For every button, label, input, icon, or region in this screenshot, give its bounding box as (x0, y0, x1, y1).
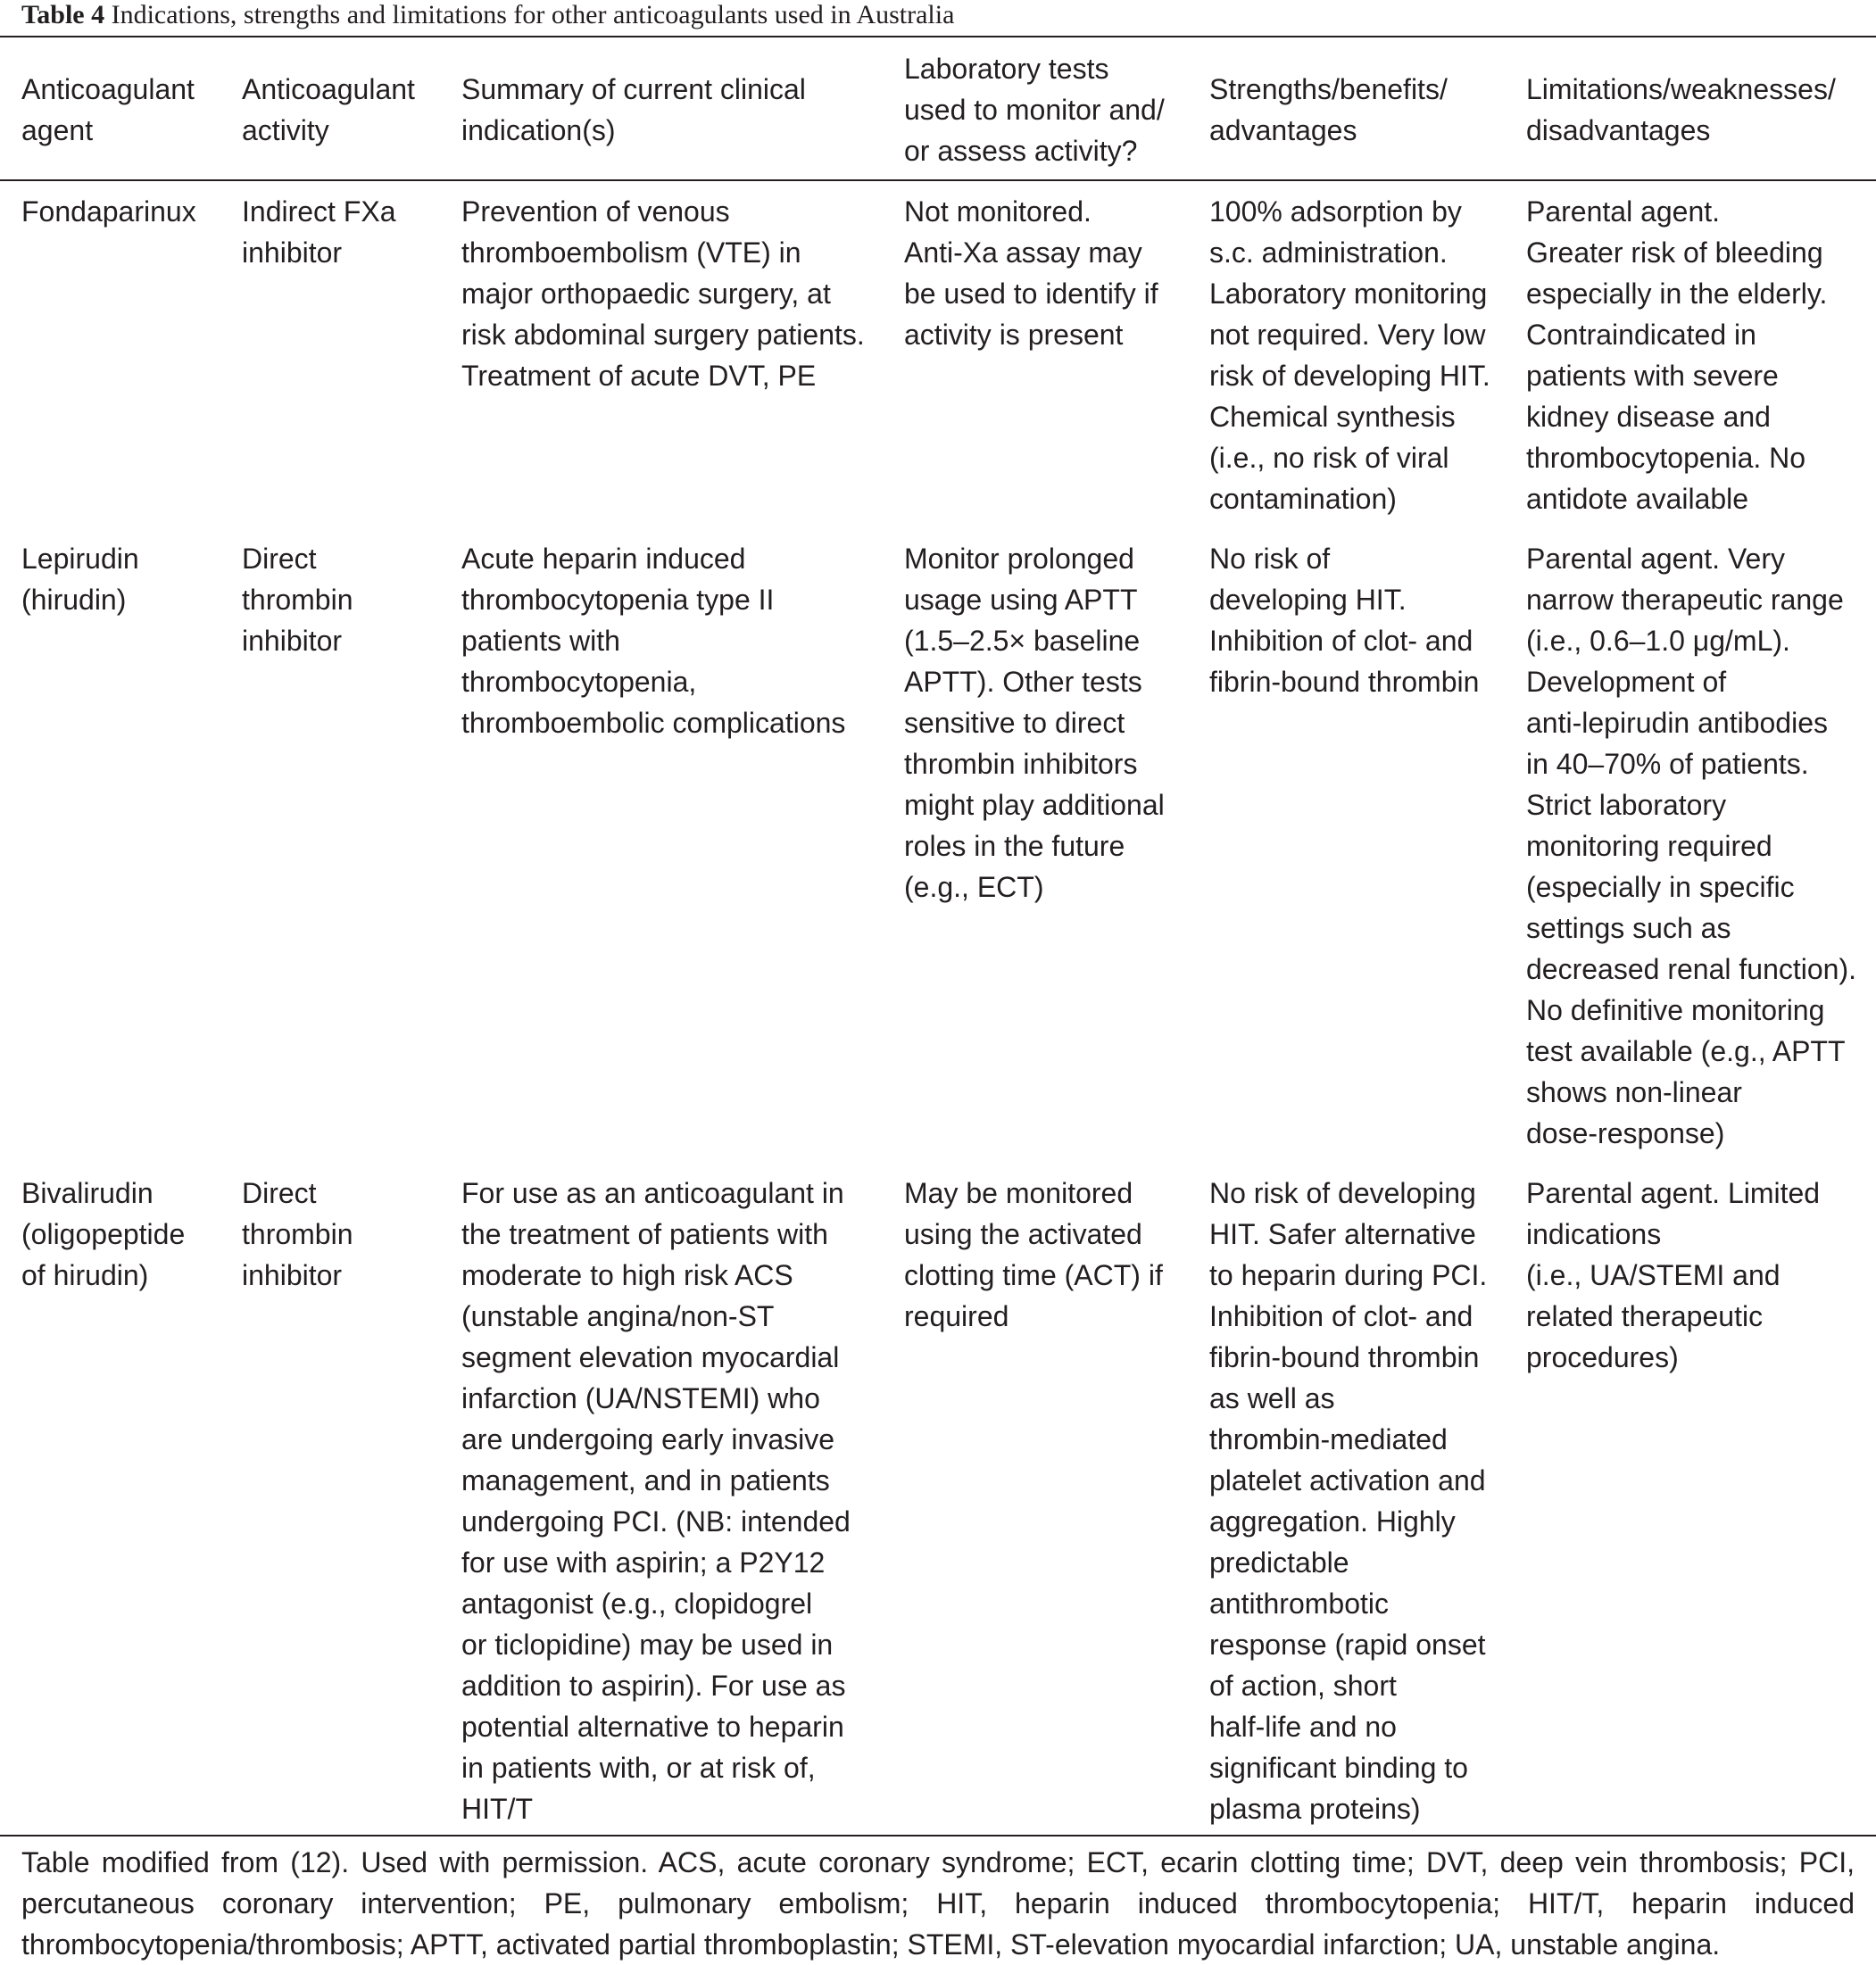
table-title: Indications, strengths and limitations for other anticoagulants used in Australia (111, 0, 955, 29)
header-cell-activity: Anticoagulant activity (242, 73, 415, 146)
table-cell: For use as an anticoagulant in the treatment of patients with moderate to high risk ACS (unstable angina/non-ST segment elevation myocardial infarction (UA/NSTEMI) who are undergoing early invasive management, and in patients undergoing PCI. (NB: intended for use with aspirin; a P2Y12 antagonist (e.g., clopidogrel or ticlopidine) may be used in addition to aspirin). For use as potential alternative to heparin in patients with, or at risk of, HIT/T (461, 1177, 851, 1825)
table-cell: Prevention of venous thromboembolism (VTE) in major orthopaedic surgery, at risk abdominal surgery patients. Treatment of acute DVT, PE (461, 195, 865, 392)
table-cell: No risk of developing HIT. Safer alternative to heparin during PCI. Inhibition of clot- and fibrin-bound thrombin as well as thrombin-mediated platelet activation and aggregation. Highly predictable antithrombotic response (rapid onset of action, short half-life and no significant binding to plasma proteins) (1209, 1177, 1488, 1825)
header-cell-lab-tests: Laboratory tests used to monitor and/ or assess activity? (904, 53, 1165, 167)
table-cell: Lepirudin (hirudin) (21, 543, 139, 616)
table-cell: Acute heparin induced thrombocytopenia type II patients with thrombocytopenia, thromboembolic complications (461, 543, 846, 739)
header-cell-agent: Anticoagulant agent (21, 73, 195, 146)
table-footnote: Table modified from (12). Used with permission. ACS, acute coronary syndrome; ECT, ecarin clotting time; DVT, deep vein thrombosis; PCI, percutaneous coronary intervention; PE, pulmonary embolism; HIT, heparin induced thrombocytopenia; HIT/T, heparin induced thrombocytopenia/thrombosis; APTT, activated partial thromboplastin; STEMI, ST-elevation myocardial infarction; UA, unstable angina. (21, 1846, 1855, 1961)
header-cell-indications: Summary of current clinical indication(s) (461, 73, 806, 146)
header-cell-limitations: Limitations/weaknesses/ disadvantages (1526, 73, 1836, 146)
table-cell: May be monitored using the activated clotting time (ACT) if required (904, 1177, 1163, 1332)
table-label: Table 4 (21, 0, 105, 29)
table-cell: Direct thrombin inhibitor (242, 543, 353, 657)
table-cell: Monitor prolonged usage using APTT (1.5–2.5× baseline APTT). Other tests sensitive to direct thrombin inhibitors might play additional roles in the future (e.g., ECT) (904, 543, 1165, 903)
table-cell: Not monitored. Anti-Xa assay may be used to identify if activity is present (904, 195, 1158, 351)
bottom-rule (0, 1835, 1876, 1836)
table-cell: Direct thrombin inhibitor (242, 1177, 353, 1291)
table-cell: Parental agent. Very narrow therapeutic range (i.e., 0.6–1.0 μg/mL). Development of anti-lepirudin antibodies in 40–70% of patients. Strict laboratory monitoring required (especially in specific settings such as decreased renal function). No definitive monitoring test available (e.g., APTT shows non-linear dose-response) (1526, 543, 1856, 1149)
table-caption (21, 0, 1860, 30)
table-cell: Fondaparinux (21, 195, 196, 228)
header-rule (0, 179, 1876, 181)
table-cell: No risk of developing HIT. Inhibition of clot- and fibrin-bound thrombin (1209, 543, 1480, 698)
table-cell: Parental agent. Greater risk of bleeding especially in the elderly. Contraindicated in patients with severe kidney disease and thrombocytopenia. No antidote available (1526, 195, 1828, 515)
top-rule (0, 36, 1876, 37)
table-cell: Bivalirudin (oligopeptide of hirudin) (21, 1177, 186, 1291)
table-cell: Indirect FXa inhibitor (242, 195, 396, 269)
table-cell: Parental agent. Limited indications (i.e., UA/STEMI and related therapeutic procedures) (1526, 1177, 1821, 1373)
table-cell: 100% adsorption by s.c. administration. Laboratory monitoring not required. Very low risk of developing HIT. Chemical synthesis (i.e., no risk of viral contamination) (1209, 195, 1490, 515)
header-cell-strengths: Strengths/benefits/ advantages (1209, 73, 1448, 146)
